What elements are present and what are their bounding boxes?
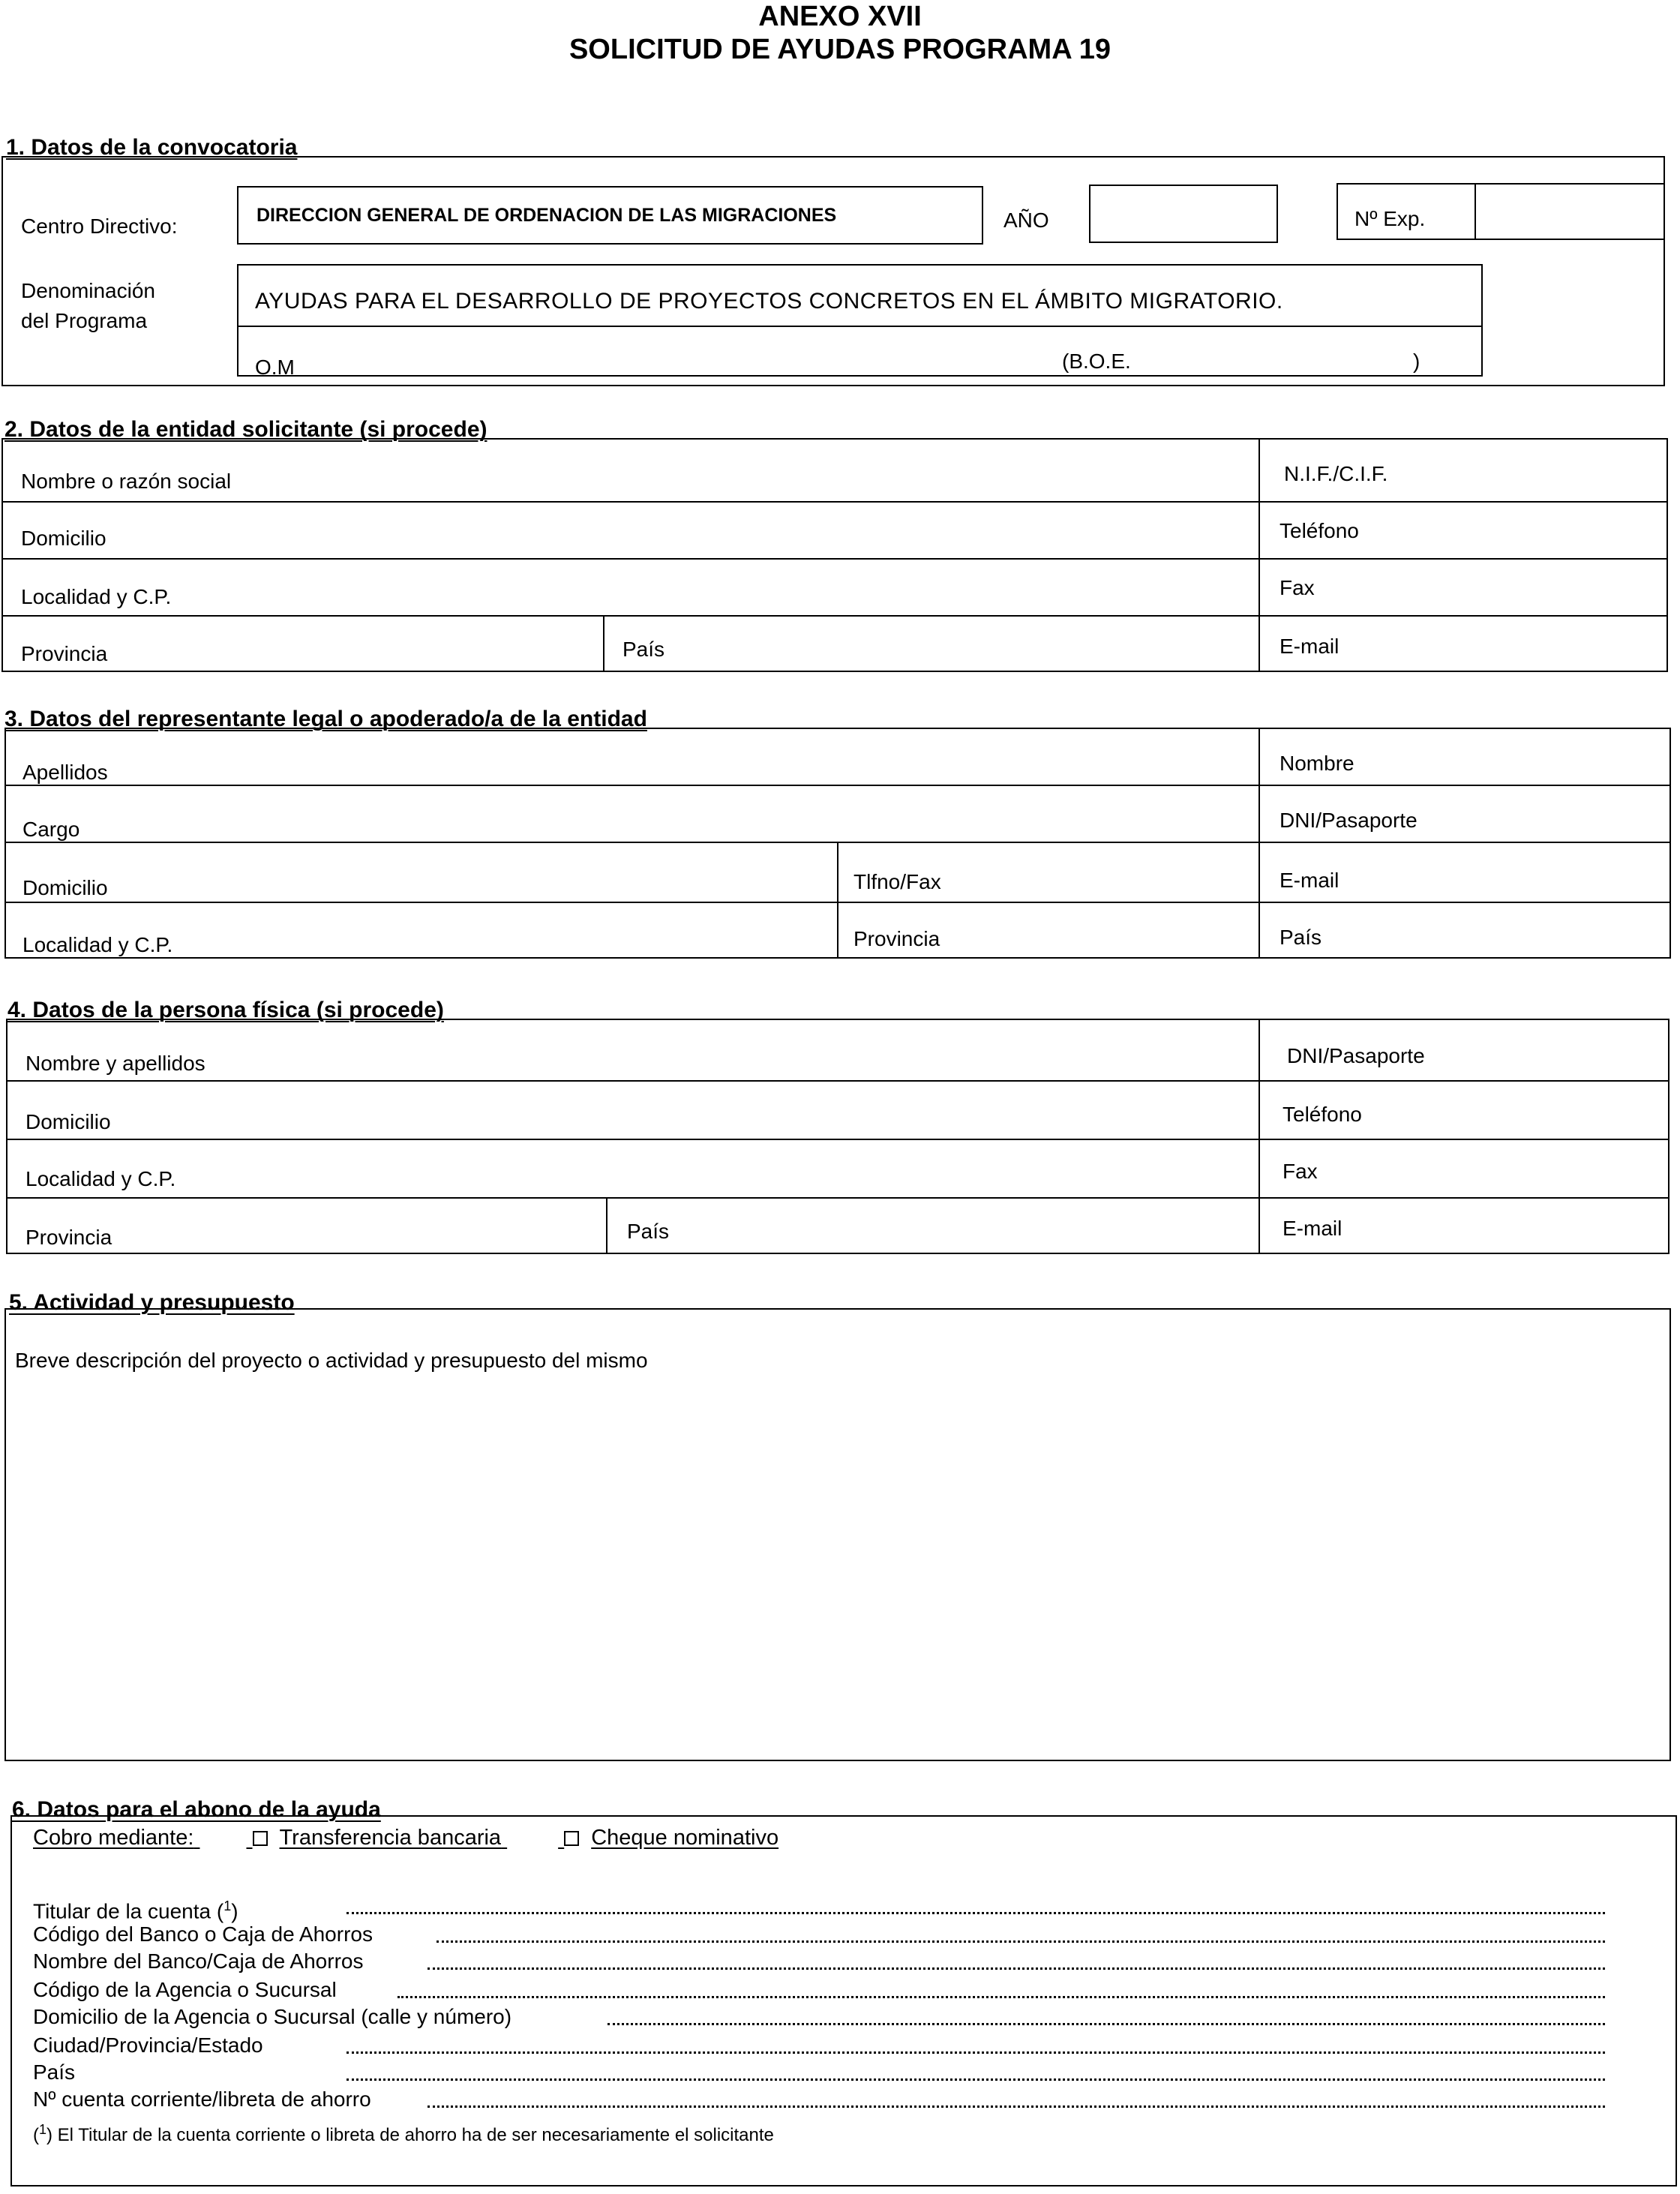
- persona-domicilio-field[interactable]: Domicilio: [26, 1110, 111, 1133]
- pais-label: País: [33, 2060, 76, 2084]
- section-4-title: 4. Datos de la persona física (si procede): [8, 998, 444, 1022]
- column-divider: [837, 842, 838, 959]
- om-label: O.M: [255, 356, 295, 379]
- titular-label: Titular de la cuenta ($^1$): [33, 1898, 238, 1923]
- rep-apellidos-field[interactable]: Apellidos: [22, 761, 108, 784]
- codigo-agencia-input-line[interactable]: [398, 1996, 1605, 1998]
- persona-email-field[interactable]: E-mail: [1282, 1217, 1342, 1240]
- entidad-nombre-field[interactable]: Nombre o razón social: [21, 470, 232, 493]
- denominacion-label-line2: del Programa: [21, 309, 148, 332]
- domicilio-agencia-row: [33, 2004, 1605, 2031]
- ciudad-row: [33, 2033, 1605, 2060]
- persona-fax-field[interactable]: Fax: [1282, 1160, 1318, 1183]
- domicilio-agencia-input-line[interactable]: [608, 2023, 1605, 2025]
- boe-label: (B.O.E.: [1062, 350, 1131, 373]
- row-divider: [6, 1080, 1670, 1082]
- rep-nombre-field[interactable]: Nombre: [1280, 752, 1354, 775]
- nombre-banco-input-line[interactable]: [428, 1967, 1605, 1970]
- cuenta-input-line[interactable]: [428, 2105, 1605, 2108]
- column-divider: [606, 1197, 608, 1254]
- centro-directivo-label: Centro Directivo:: [21, 215, 178, 238]
- footnote: ($^1$) El Titular de la cuenta corriente o libreta de ahorro ha de ser necesariamente el solicitante: [33, 2122, 774, 2145]
- anio-field[interactable]: [1089, 185, 1278, 243]
- rep-email-field[interactable]: E-mail: [1280, 869, 1340, 892]
- actividad-textarea[interactable]: [4, 1308, 1671, 1761]
- entidad-provincia-field[interactable]: Provincia: [21, 642, 108, 665]
- nombre-banco-label: Nombre del Banco/Caja de Ahorros: [33, 1949, 364, 1973]
- centro-directivo-field[interactable]: [237, 186, 983, 245]
- persona-dni-field[interactable]: DNI/Pasaporte: [1287, 1044, 1425, 1067]
- column-divider: [603, 615, 604, 672]
- persona-nombre-field[interactable]: Nombre y apellidos: [26, 1052, 206, 1075]
- cheque-checkbox[interactable]: [564, 1831, 579, 1846]
- section-3-title: 3. Datos del representante legal o apoderado/a de la entidad: [4, 707, 647, 731]
- exp-divider: [1474, 183, 1476, 240]
- persona-pais-field[interactable]: País: [627, 1220, 670, 1243]
- section-1-title: 1. Datos de la convocatoria: [6, 135, 298, 160]
- row-divider: [2, 615, 1668, 617]
- row-divider: [4, 785, 1671, 786]
- rep-pais-field[interactable]: País: [1280, 926, 1322, 949]
- footnote-text: ) El Titular de la cuenta corriente o libreta de ahorro ha de ser necesariamente el solicitante: [46, 2125, 774, 2145]
- domicilio-agencia-label: Domicilio de la Agencia o Sucursal (calle y número): [33, 2005, 512, 2028]
- centro-directivo-value: DIRECCION GENERAL DE ORDENACION DE LAS MIGRACIONES: [256, 205, 837, 226]
- programa-field[interactable]: [237, 264, 1483, 377]
- rep-domicilio-field[interactable]: Domicilio: [22, 876, 108, 899]
- codigo-agencia-row: [33, 1977, 1605, 2004]
- column-divider: [1258, 438, 1260, 672]
- programa-value: AYUDAS PARA EL DESARROLLO DE PROYECTOS CONCRETOS EN EL ÁMBITO MIGRATORIO.: [255, 289, 1283, 314]
- column-divider: [1258, 728, 1260, 959]
- cheque-label: Cheque nominativo: [591, 1826, 779, 1850]
- transferencia-checkbox[interactable]: [253, 1831, 268, 1846]
- row-divider: [2, 558, 1668, 560]
- rep-tlfno-field[interactable]: Tlfno/Fax: [854, 870, 941, 893]
- rep-provincia-field[interactable]: Provincia: [854, 927, 940, 950]
- footnote-mark: 1: [39, 2122, 47, 2137]
- codigo-banco-input-line[interactable]: [436, 1940, 1605, 1943]
- cuenta-label: Nº cuenta corriente/libreta de ahorro: [33, 2087, 371, 2111]
- cobro-row: [33, 1824, 843, 1854]
- row-divider: [2, 501, 1668, 503]
- section-6-title: 6. Datos para el abono de la ayuda: [12, 1797, 381, 1822]
- row-divider: [6, 1139, 1670, 1140]
- entidad-pais-field[interactable]: País: [622, 638, 665, 661]
- entidad-localidad-field[interactable]: Localidad y C.P.: [21, 585, 172, 608]
- document-annex-title: ANEXO XVII: [758, 1, 922, 32]
- persona-telefono-field[interactable]: Teléfono: [1282, 1103, 1362, 1126]
- titular-footnote-mark: 1: [224, 1898, 232, 1913]
- cheque-option[interactable]: [564, 1826, 778, 1850]
- rep-cargo-field[interactable]: Cargo: [22, 818, 80, 841]
- entidad-telefono-field[interactable]: Teléfono: [1280, 519, 1359, 542]
- entidad-fax-field[interactable]: Fax: [1280, 576, 1315, 599]
- transferencia-label: Transferencia bancaria: [279, 1826, 502, 1850]
- denominacion-label-line1: Denominación: [21, 279, 155, 302]
- cobro-label: Cobro mediante:: [33, 1826, 194, 1850]
- cuenta-row: [33, 2087, 1605, 2114]
- ciudad-input-line[interactable]: [346, 2051, 1605, 2054]
- row-divider: [6, 1197, 1670, 1199]
- entidad-domicilio-field[interactable]: Domicilio: [21, 527, 106, 550]
- section-5-title: 5. Actividad y presupuesto: [9, 1290, 295, 1315]
- codigo-agencia-label: Código de la Agencia o Sucursal: [33, 1978, 337, 2001]
- pais-row: [33, 2060, 1605, 2087]
- boe-close: ): [1413, 350, 1420, 373]
- nombre-banco-row: [33, 1949, 1605, 1976]
- persona-localidad-field[interactable]: Localidad y C.P.: [26, 1167, 176, 1190]
- column-divider: [1258, 1019, 1260, 1254]
- ciudad-label: Ciudad/Provincia/Estado: [33, 2033, 263, 2057]
- entidad-email-field[interactable]: E-mail: [1280, 635, 1340, 658]
- anio-label: AÑO: [1004, 209, 1049, 232]
- document-main-title: SOLICITUD DE AYUDAS PROGRAMA 19: [568, 34, 1112, 65]
- codigo-banco-row: [33, 1922, 1605, 1949]
- section-2-title: 2. Datos de la entidad solicitante (si procede): [4, 417, 488, 442]
- rep-localidad-field[interactable]: Localidad y C.P.: [22, 933, 173, 956]
- rep-dni-field[interactable]: DNI/Pasaporte: [1280, 809, 1418, 832]
- persona-provincia-field[interactable]: Provincia: [26, 1226, 112, 1249]
- section-2-table: [2, 438, 1668, 672]
- transferencia-option[interactable]: [253, 1826, 502, 1850]
- titular-row: [33, 1893, 1605, 1923]
- programa-divider: [237, 326, 1483, 327]
- titular-input-line[interactable]: [346, 1912, 1605, 1914]
- entidad-nif-field[interactable]: N.I.F./C.I.F.: [1284, 462, 1388, 485]
- pais-input-line[interactable]: [346, 2078, 1605, 2081]
- exp-label: Nº Exp.: [1354, 207, 1426, 230]
- codigo-banco-label: Código del Banco o Caja de Ahorros: [33, 1922, 373, 1946]
- actividad-description-label: Breve descripción del proyecto o actividad y presupuesto del mismo: [15, 1349, 648, 1372]
